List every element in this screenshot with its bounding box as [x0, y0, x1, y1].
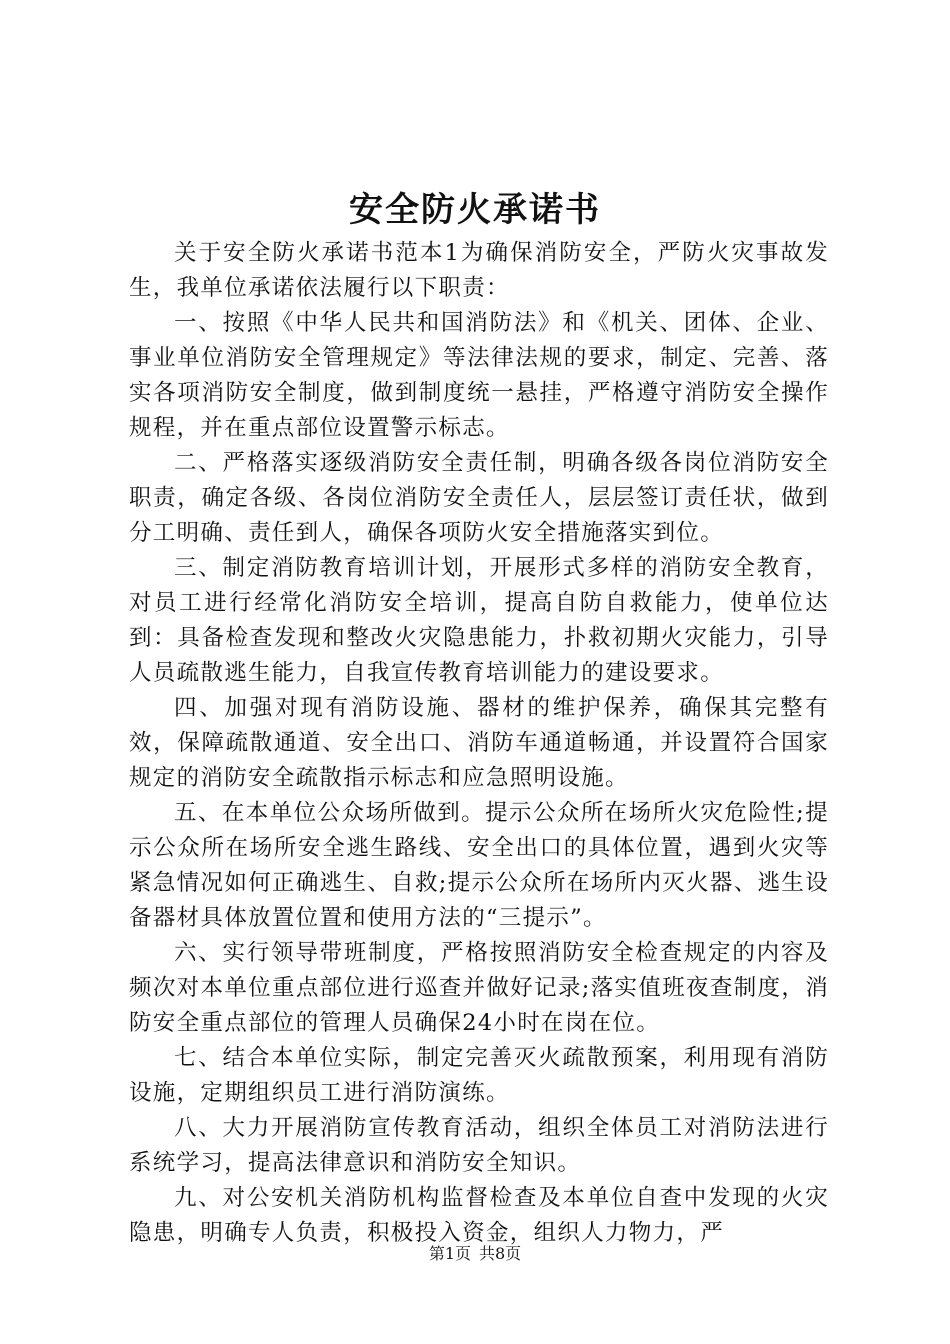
paragraph-item-3: 三、制定消防教育培训计划，开展形式多样的消防安全教育，对员工进行经常化消防安全培训，提高自防自救能力，使单位达到：具备检查发现和整改火灾隐患能力，扑救初期火灾能力，引导人员疏散逃生能力，自我宣传教育培训能力的建设要求。: [129, 555, 829, 686]
paragraph-item-4: 四、加强对现有消防设施、器材的维护保养，确保其完整有效，保障疏散通道、安全出口、消防车通道畅通，并设置符合国家规定的消防安全疏散指示标志和应急照明设施。: [129, 695, 829, 791]
page-number: 第1页: [428, 1244, 471, 1263]
document-title: 安全防火承诺书: [349, 190, 601, 230]
paragraph-intro: 关于安全防火承诺书范本1为确保消防安全，严防火灾事故发生，我单位承诺依法履行以下职责：: [129, 240, 829, 301]
paragraph-item-6: 六、实行领导带班制度，严格按照消防安全检查规定的内容及频次对本单位重点部位进行巡查并做好记录;落实值班夜查制度，消防安全重点部位的管理人员确保24小时在岗在位。: [129, 940, 829, 1036]
paragraph-item-5: 五、在本单位公众场所做到。提示公众所在场所火灾危险性;提示公众所在场所安全逃生路线、安全出口的具体位置，遇到火灾等紧急情况如何正确逃生、自救;提示公众所在场所内灭火器、逃生设备器材具体放置位置和使用方法的“三提示”。: [129, 800, 829, 931]
document-body: [129, 236, 829, 1251]
paragraph-item-8: 八、大力开展消防宣传教育活动，组织全体员工对消防法进行系统学习，提高法律意识和消防安全知识。: [129, 1115, 829, 1176]
page-footer: [0, 1242, 950, 1266]
paragraph-item-2: 二、严格落实逐级消防安全责任制，明确各级各岗位消防安全职责，确定各级、各岗位消防安全责任人，层层签订责任状，做到分工明确、责任到人，确保各项防火安全措施落实到位。: [129, 450, 829, 546]
paragraph-item-9: 九、对公安机关消防机构监督检查及本单位自查中发现的火灾隐患，明确专人负责，积极投入资金，组织人力物力，严: [129, 1185, 829, 1246]
paragraph-item-7: 七、结合本单位实际，制定完善灭火疏散预案，利用现有消防设施，定期组织员工进行消防演练。: [129, 1045, 829, 1106]
page-total: 共8页: [479, 1244, 522, 1263]
paragraph-item-1: 一、按照《中华人民共和国消防法》和《机关、团体、企业、事业单位消防安全管理规定》等法律法规的要求，制定、完善、落实各项消防安全制度，做到制度统一悬挂，严格遵守消防安全操作规程，并在重点部位设置警示标志。: [129, 310, 829, 441]
